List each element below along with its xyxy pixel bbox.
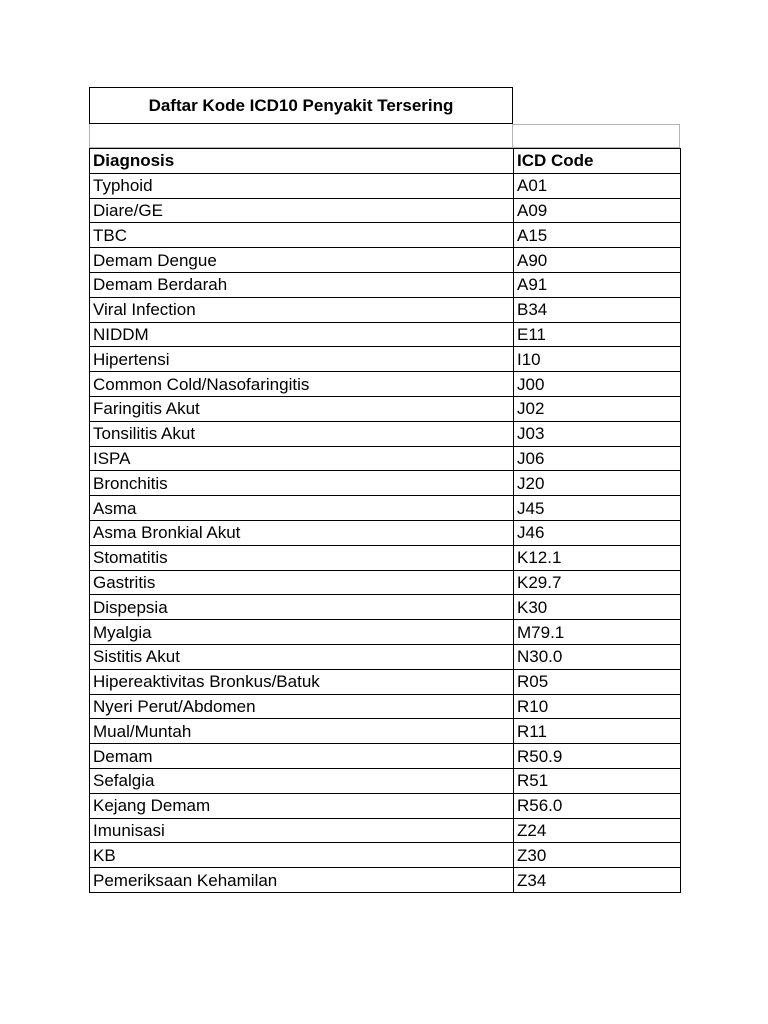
header-diagnosis: Diagnosis <box>90 149 514 174</box>
diagnosis-cell: Demam Dengue <box>90 248 514 273</box>
icd-code-cell: K30 <box>514 595 681 620</box>
icd-code-cell: B34 <box>514 297 681 322</box>
icd-code-cell: A91 <box>514 272 681 297</box>
icd-code-cell: J00 <box>514 372 681 397</box>
diagnosis-cell: Diare/GE <box>90 198 514 223</box>
diagnosis-cell: Tonsilitis Akut <box>90 421 514 446</box>
table-body <box>90 173 681 892</box>
table-row <box>90 347 681 372</box>
table-row <box>90 520 681 545</box>
table-row <box>90 644 681 669</box>
icd-code-cell: R56.0 <box>514 793 681 818</box>
title-row <box>89 87 680 124</box>
icd-table <box>89 148 681 893</box>
table-row <box>90 272 681 297</box>
icd-code-cell: R10 <box>514 694 681 719</box>
table-row <box>90 868 681 893</box>
diagnosis-cell: Gastritis <box>90 570 514 595</box>
table-row <box>90 744 681 769</box>
table-row <box>90 372 681 397</box>
table-row <box>90 223 681 248</box>
blank-row <box>89 124 680 148</box>
diagnosis-cell: ISPA <box>90 446 514 471</box>
diagnosis-cell: Viral Infection <box>90 297 514 322</box>
table-row <box>90 471 681 496</box>
icd-code-cell: R50.9 <box>514 744 681 769</box>
diagnosis-cell: Kejang Demam <box>90 793 514 818</box>
icd-code-cell: N30.0 <box>514 644 681 669</box>
icd-code-cell: J06 <box>514 446 681 471</box>
table-row <box>90 570 681 595</box>
table-row <box>90 496 681 521</box>
icd-code-cell: J02 <box>514 396 681 421</box>
table-row <box>90 620 681 645</box>
table-row <box>90 322 681 347</box>
icd-code-cell: J20 <box>514 471 681 496</box>
blank-cell <box>89 124 513 148</box>
table-row <box>90 297 681 322</box>
diagnosis-cell: Myalgia <box>90 620 514 645</box>
table-row <box>90 446 681 471</box>
diagnosis-cell: Typhoid <box>90 173 514 198</box>
icd-code-cell: J46 <box>514 520 681 545</box>
table-row <box>90 198 681 223</box>
diagnosis-cell: Dispepsia <box>90 595 514 620</box>
icd-code-cell: A01 <box>514 173 681 198</box>
diagnosis-cell: Common Cold/Nasofaringitis <box>90 372 514 397</box>
icd-code-cell: R05 <box>514 669 681 694</box>
icd-code-cell: K12.1 <box>514 545 681 570</box>
diagnosis-cell: Hipertensi <box>90 347 514 372</box>
diagnosis-cell: Bronchitis <box>90 471 514 496</box>
icd-code-cell: J45 <box>514 496 681 521</box>
table-row <box>90 545 681 570</box>
table-row <box>90 768 681 793</box>
icd-code-cell: E11 <box>514 322 681 347</box>
header-icd-code: ICD Code <box>514 149 681 174</box>
icd-code-cell: A90 <box>514 248 681 273</box>
table-row <box>90 818 681 843</box>
diagnosis-cell: Sefalgia <box>90 768 514 793</box>
table-row <box>90 843 681 868</box>
diagnosis-cell: NIDDM <box>90 322 514 347</box>
table-row <box>90 421 681 446</box>
diagnosis-cell: Pemeriksaan Kehamilan <box>90 868 514 893</box>
table-row <box>90 396 681 421</box>
table-row <box>90 248 681 273</box>
diagnosis-cell: TBC <box>90 223 514 248</box>
table-header-row <box>90 149 681 174</box>
icd-code-cell: Z24 <box>514 818 681 843</box>
icd-code-cell: K29.7 <box>514 570 681 595</box>
blank-cell <box>513 124 680 148</box>
table-row <box>90 793 681 818</box>
icd-code-cell: A09 <box>514 198 681 223</box>
diagnosis-cell: Demam <box>90 744 514 769</box>
diagnosis-cell: Stomatitis <box>90 545 514 570</box>
table-row <box>90 719 681 744</box>
table-row <box>90 173 681 198</box>
table-row <box>90 669 681 694</box>
diagnosis-cell: KB <box>90 843 514 868</box>
table-row <box>90 595 681 620</box>
icd-code-cell: I10 <box>514 347 681 372</box>
icd-code-cell: Z30 <box>514 843 681 868</box>
diagnosis-cell: Asma Bronkial Akut <box>90 520 514 545</box>
diagnosis-cell: Mual/Muntah <box>90 719 514 744</box>
diagnosis-cell: Sistitis Akut <box>90 644 514 669</box>
page-title: Daftar Kode ICD10 Penyakit Tersering <box>89 87 513 124</box>
icd-sheet <box>89 87 680 893</box>
icd-code-cell: R11 <box>514 719 681 744</box>
icd-code-cell: R51 <box>514 768 681 793</box>
diagnosis-cell: Demam Berdarah <box>90 272 514 297</box>
icd-code-cell: A15 <box>514 223 681 248</box>
diagnosis-cell: Imunisasi <box>90 818 514 843</box>
diagnosis-cell: Nyeri Perut/Abdomen <box>90 694 514 719</box>
icd-code-cell: J03 <box>514 421 681 446</box>
table-row <box>90 694 681 719</box>
icd-code-cell: M79.1 <box>514 620 681 645</box>
icd-code-cell: Z34 <box>514 868 681 893</box>
diagnosis-cell: Hipereaktivitas Bronkus/Batuk <box>90 669 514 694</box>
diagnosis-cell: Asma <box>90 496 514 521</box>
diagnosis-cell: Faringitis Akut <box>90 396 514 421</box>
